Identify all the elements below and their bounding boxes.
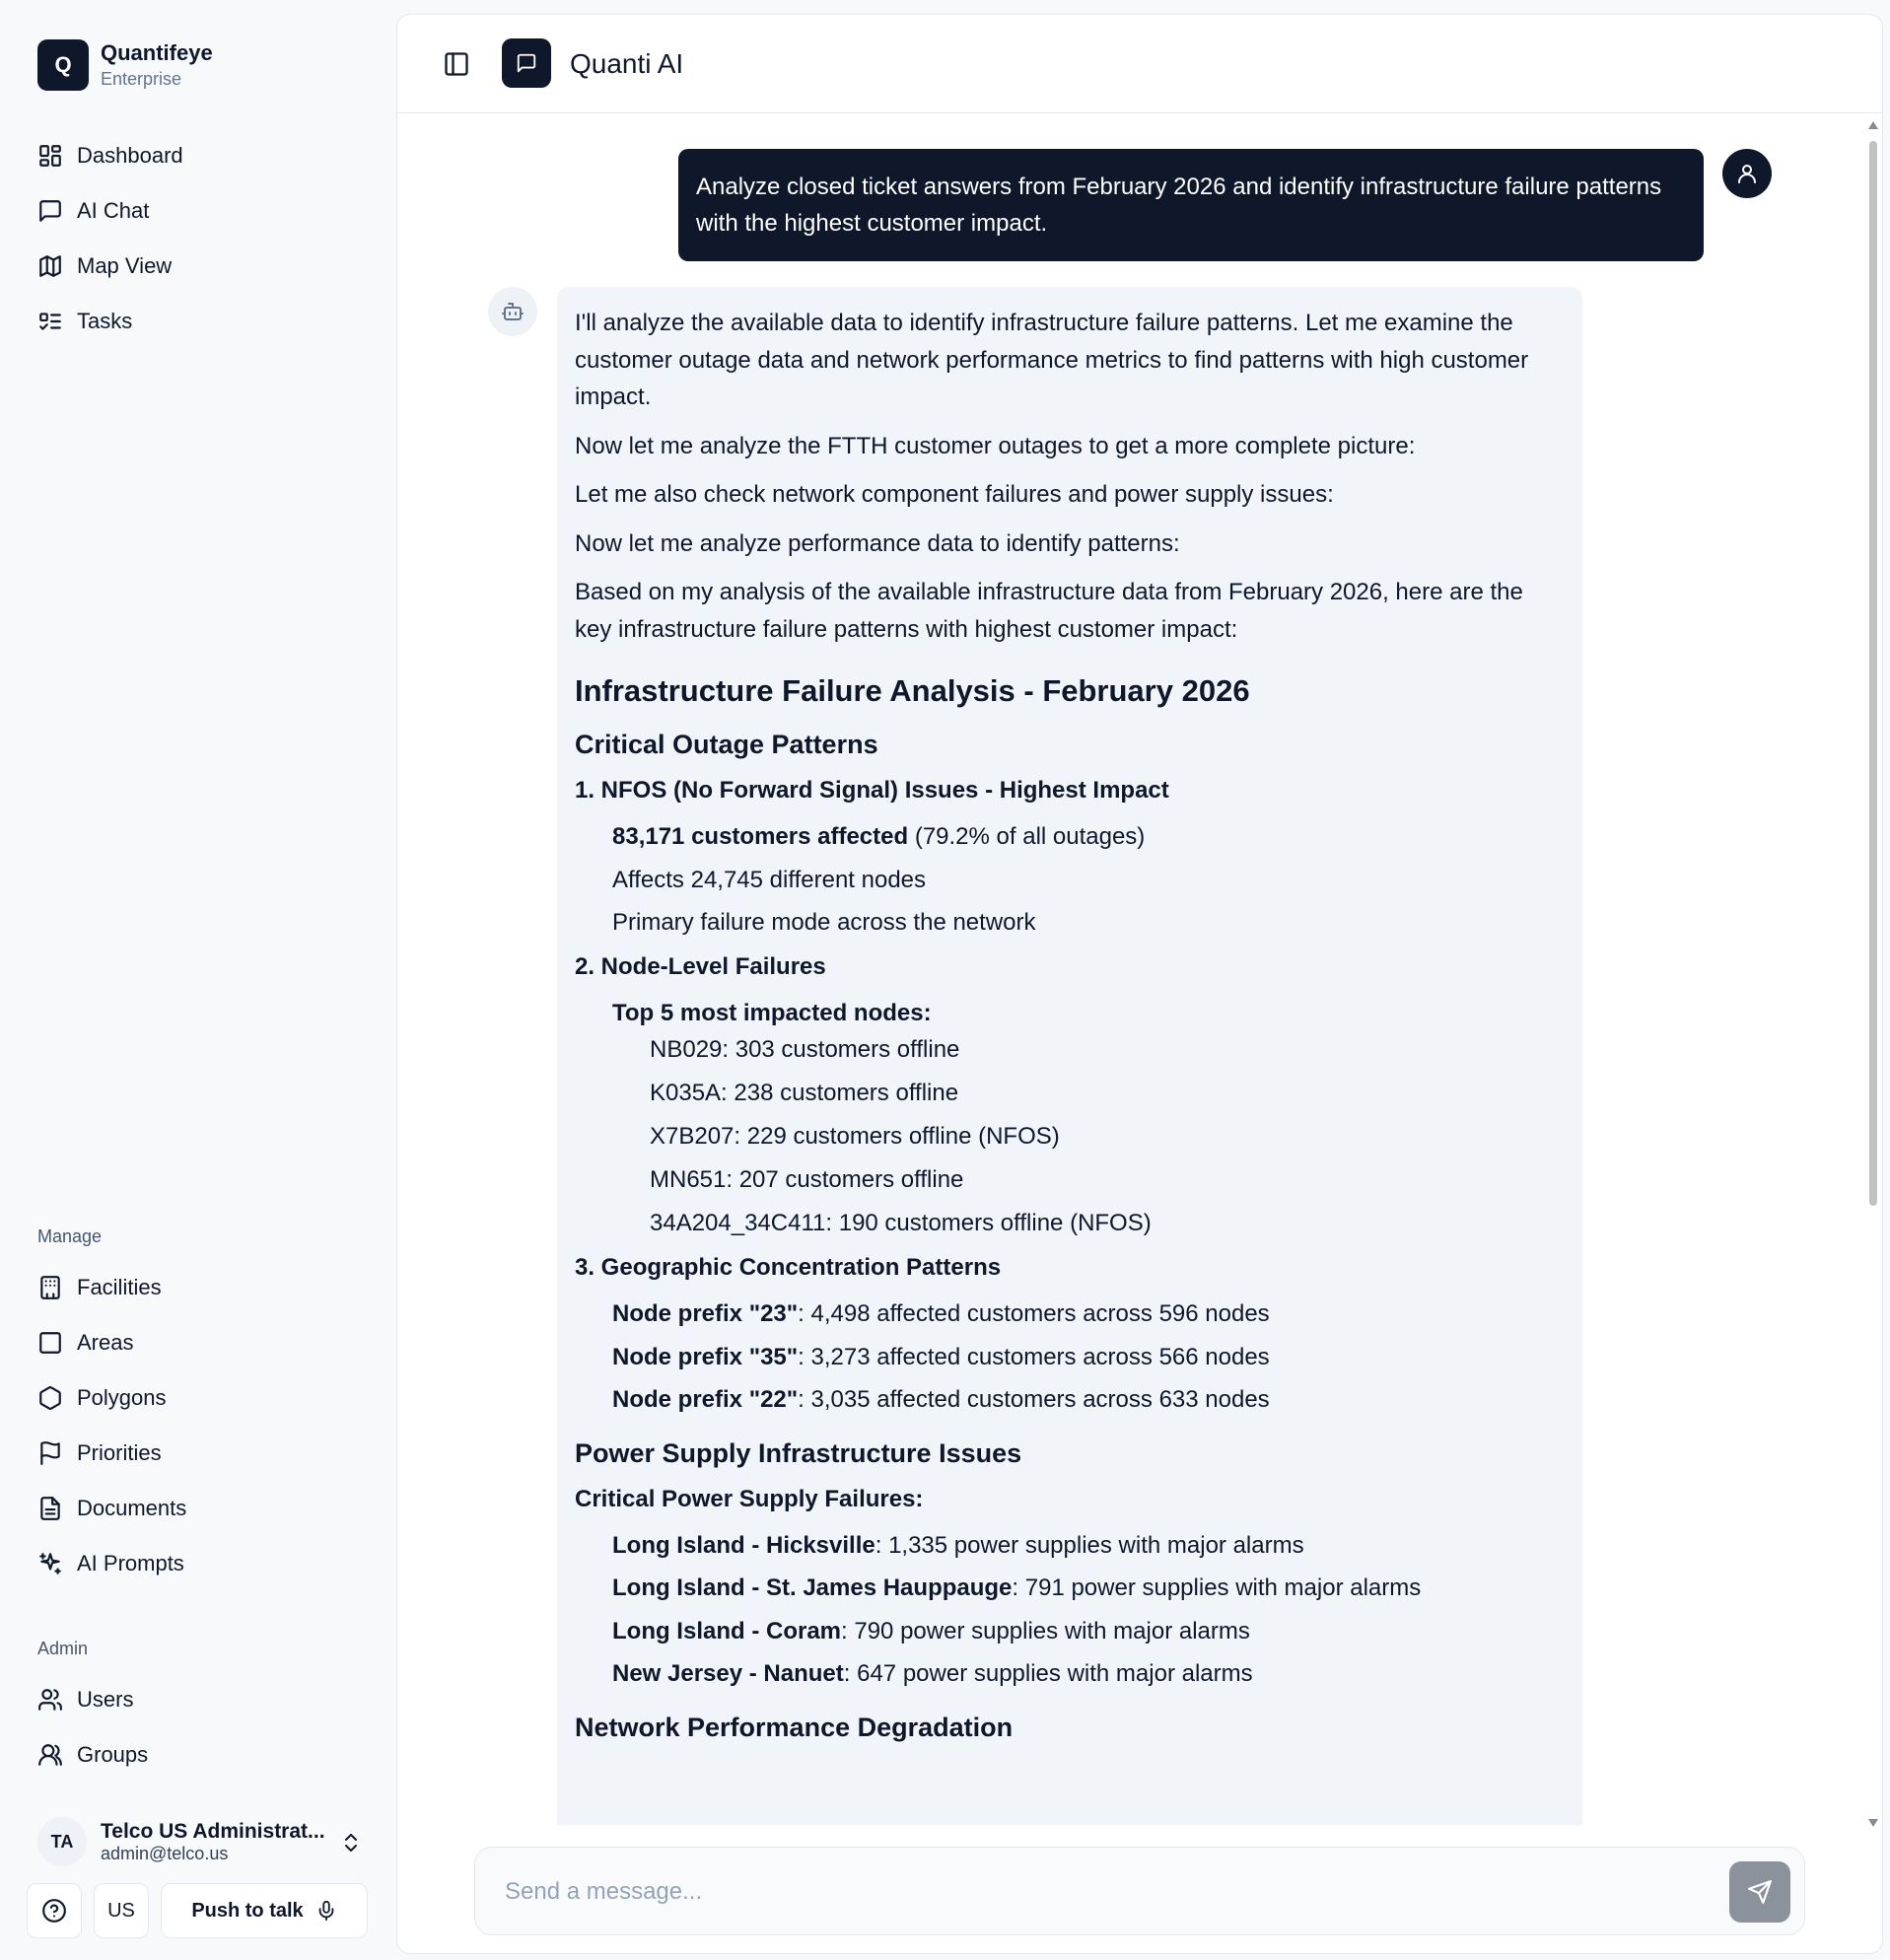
user-menu[interactable] [37,1817,363,1866]
list-item: 83,171 customers affected (79.2% of all outages) [612,823,1146,850]
list-item: Node prefix "35": 3,273 affected customers across 566 nodes [612,1343,1270,1370]
hexagon-icon [37,1385,63,1411]
node-item: K035A: 238 customers offline [650,1080,959,1106]
chat-icon [516,52,537,74]
list-item: Affects 24,745 different nodes [612,866,927,893]
user-icon [1735,162,1759,185]
bot-avatar [488,287,537,336]
message-input[interactable] [505,1867,1688,1917]
list-item: Top 5 most impacted nodes: [612,999,932,1026]
tasks-icon [37,309,63,334]
sidebar-item-label: Map View [77,253,173,278]
chat-messages[interactable] [397,113,1868,1825]
sidebar-item-label: Priorities [77,1440,162,1465]
building-icon [37,1275,63,1300]
sidebar-item-ai-chat[interactable] [37,191,149,231]
sidebar-item-dashboard[interactable] [37,136,183,175]
sidebar-item-label: Dashboard [77,143,183,168]
list-item: New Jersey - Nanuet: 647 power supplies with major alarms [612,1660,1253,1687]
square-icon [37,1330,63,1356]
brand-subtitle: Enterprise [101,69,182,89]
send-icon [1747,1879,1773,1905]
scroll-down-icon[interactable] [1868,1819,1878,1827]
flag-icon [37,1440,63,1466]
user-name: Telco US Administrat... [101,1819,325,1843]
sidebar-item-facilities[interactable] [37,1268,162,1307]
page-title: Quanti AI [570,48,684,79]
list-item: Node prefix "23": 4,498 affected customers across 596 nodes [612,1300,1270,1327]
mic-icon [315,1900,337,1922]
group-icon [37,1742,63,1768]
sidebar-item-label: Areas [77,1330,134,1355]
scroll-up-icon[interactable] [1868,121,1878,129]
list-item: Primary failure mode across the network [612,909,1036,936]
sidebar-item-label: Tasks [77,309,133,333]
section-heading: Network Performance Degradation [575,1712,1014,1742]
subsection-heading: 2. Node-Level Failures [575,952,826,980]
sidebar-item-label: Polygons [77,1385,167,1410]
avatar: TA [37,1817,87,1866]
manage-section-label: Manage [37,1226,103,1246]
brand[interactable] [37,39,213,91]
sidebar-item-label: AI Prompts [77,1551,184,1575]
main-panel [396,14,1883,1954]
message-paragraph: Now let me analyze performance data to identify patterns: [575,529,1180,557]
sidebar-item-groups[interactable] [37,1735,148,1775]
dashboard-icon [37,143,63,169]
sidebar [0,0,394,1960]
document-icon [37,1496,63,1521]
section-heading: Power Supply Infrastructure Issues [575,1437,1022,1468]
send-button[interactable] [1729,1861,1790,1923]
sidebar-item-label: Facilities [77,1275,162,1299]
message-paragraph: Based on my analysis of the available infrastructure data from February 2026, here are the key infrastructure failure patterns with highest customer impact: [575,579,1523,643]
user-email: admin@telco.us [101,1843,229,1863]
sidebar-item-areas[interactable] [37,1323,133,1363]
node-item: 34A204_34C411: 190 customers offline (NFOS) [650,1210,1152,1236]
assistant-message [557,287,1582,1825]
node-item: NB029: 303 customers offline [650,1036,960,1063]
sidebar-item-documents[interactable] [37,1489,186,1528]
help-icon [41,1898,67,1924]
map-icon [37,253,63,279]
node-item: MN651: 207 customers offline [650,1166,964,1193]
subsection-heading: Critical Power Supply Failures: [575,1485,924,1512]
subsection-heading: 1. NFOS (No Forward Signal) Issues - Highest Impact [575,777,1169,804]
sidebar-item-label: Documents [77,1496,187,1520]
message-paragraph: Now let me analyze the FTTH customer outages to get a more complete picture: [575,432,1416,459]
help-button[interactable] [27,1883,82,1938]
push-to-talk-label: Push to talk [191,1899,304,1922]
sidebar-item-priorities[interactable] [37,1434,162,1473]
subsection-heading: 3. Geographic Concentration Patterns [575,1254,1002,1281]
chat-icon [37,198,63,224]
message-paragraph: I'll analyze the available data to identify infrastructure failure patterns. Let me examine the customer outage data and network performance metrics to find patterns with high customer impact. [575,310,1529,410]
list-item: Node prefix "22": 3,035 affected customers across 633 nodes [612,1386,1270,1413]
brand-name: Quantifeye [101,40,213,65]
report-heading: Infrastructure Failure Analysis - February 2026 [575,673,1250,708]
sidebar-item-label: Groups [77,1742,149,1767]
message-composer [474,1847,1805,1935]
list-item: Long Island - Hicksville: 1,335 power supplies with major alarms [612,1531,1304,1559]
list-item: Long Island - St. James Hauppauge: 791 power supplies with major alarms [612,1575,1422,1601]
chat-header-icon [502,38,551,88]
sidebar-item-label: Users [77,1687,134,1712]
sparkles-icon [37,1551,63,1576]
scrollbar-thumb[interactable] [1869,141,1877,1206]
sidebar-item-ai-prompts[interactable] [37,1544,184,1583]
chat-scrollbar[interactable] [1868,121,1878,1827]
user-avatar [1722,149,1772,198]
admin-section-label: Admin [37,1639,89,1658]
section-heading: Critical Outage Patterns [575,730,878,759]
brand-logo: Q [37,39,89,91]
sidebar-item-map-view[interactable] [37,246,172,286]
list-item: Long Island - Coram: 790 power supplies with major alarms [612,1617,1250,1645]
sidebar-item-users[interactable] [37,1680,133,1719]
chat-header [397,15,1882,113]
bot-icon [501,300,525,323]
sidebar-item-label: AI Chat [77,198,150,223]
sidebar-toggle-icon[interactable] [443,50,470,78]
sidebar-item-polygons[interactable] [37,1378,167,1418]
sidebar-footer [27,1883,368,1938]
chevrons-up-down-icon [339,1829,363,1856]
push-to-talk-button[interactable] [161,1883,368,1938]
user-message: Analyze closed ticket answers from February 2026 and identify infrastructure failure patterns with the highest customer impact. [678,149,1704,261]
users-icon [37,1687,63,1713]
region-button[interactable]: US [94,1883,149,1938]
sidebar-item-tasks[interactable] [37,302,132,341]
message-paragraph: Let me also check network component failures and power supply issues: [575,481,1334,508]
node-item: X7B207: 229 customers offline (NFOS) [650,1123,1060,1150]
